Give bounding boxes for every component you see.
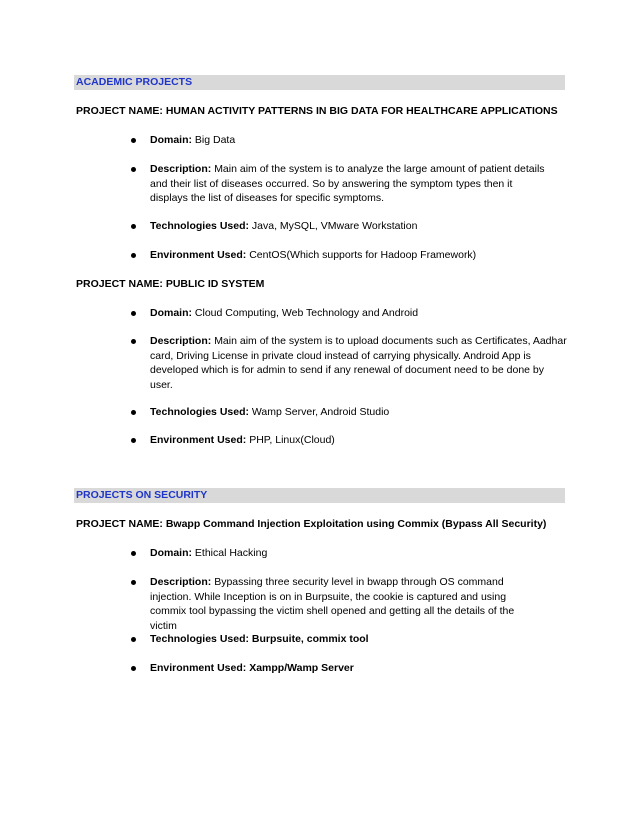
project-1-environment — [128, 248, 568, 263]
technologies-value: Burpsuite, commix tool — [251, 633, 369, 645]
technologies-label: Technologies Used: — [150, 633, 252, 645]
list-item — [128, 632, 568, 647]
technologies-label: Technologies Used: — [150, 220, 252, 232]
list-item — [128, 306, 568, 321]
list-item — [128, 433, 568, 448]
bullet-icon — [131, 339, 136, 344]
section-heading-text: ACADEMIC PROJECTS — [76, 76, 193, 88]
list-item — [128, 248, 568, 263]
project-2-domain — [128, 306, 568, 321]
list-item — [128, 575, 540, 633]
list-item — [128, 334, 568, 392]
environment-value: Xampp/Wamp Server — [249, 662, 354, 674]
technologies-value: Java, MySQL, VMware Workstation — [251, 220, 418, 232]
section-heading-projects-on-security — [74, 488, 565, 503]
description-value: Main aim of the system is to analyze the large amount of patient details and their list of diseases occurred. So by answering the symptom types then it displays the list of diseases for specific symptoms. — [150, 163, 545, 204]
description-label: Description: — [150, 163, 215, 175]
bullet-icon — [131, 666, 136, 671]
domain-label: Domain: — [150, 307, 195, 319]
bullet-icon — [131, 410, 136, 415]
project-1-description — [128, 162, 546, 206]
bullet-icon — [131, 637, 136, 642]
list-item — [128, 162, 546, 206]
technologies-value: Wamp Server, Android Studio — [251, 406, 390, 418]
bullet-icon — [131, 167, 136, 172]
list-item — [128, 546, 568, 561]
project-3-description — [128, 575, 540, 633]
bullet-icon — [131, 551, 136, 556]
project-3-technologies — [128, 632, 568, 647]
project-1-technologies — [128, 219, 568, 234]
description-value: Bypassing three security level in bwapp through OS command injection. While Inception is on in Burpsuite, the cookie is captured and using commix tool bypassing the victim shell opened and getting all the details of the victim — [150, 576, 515, 632]
description-value: Main aim of the system is to upload documents such as Certificates, Aadhar card, Driving License in private cloud instead of carrying physically. Android App is developed which is for admin to send if any renewal of document need to be done by user. — [150, 335, 567, 391]
list-item — [128, 133, 568, 148]
project-3-domain — [128, 546, 568, 561]
project-1-details — [128, 133, 568, 148]
bullet-icon — [131, 224, 136, 229]
bullet-icon — [131, 438, 136, 443]
section-heading-academic-projects — [74, 75, 565, 90]
bullet-icon — [131, 253, 136, 258]
project-2-description — [128, 334, 568, 392]
project-title: PROJECT NAME: HUMAN ACTIVITY PATTERNS IN BIG DATA FOR HEALTHCARE APPLICATIONS — [76, 105, 558, 117]
project-2-technologies — [128, 405, 568, 420]
list-item — [128, 405, 568, 420]
project-title: PROJECT NAME: Bwapp Command Injection Exploitation using Commix (Bypass All Security) — [76, 518, 547, 530]
environment-label: Environment Used: — [150, 662, 250, 674]
environment-value: PHP, Linux(Cloud) — [249, 434, 335, 446]
domain-label: Domain: — [150, 547, 195, 559]
domain-value: Cloud Computing, Web Technology and Android — [194, 307, 419, 319]
domain-value: Big Data — [194, 134, 236, 146]
project-3-environment — [128, 661, 568, 676]
bullet-icon — [131, 138, 136, 143]
description-label: Description: — [150, 335, 215, 347]
environment-label: Environment Used: — [150, 434, 250, 446]
environment-label: Environment Used: — [150, 249, 250, 261]
project-2-environment — [128, 433, 568, 448]
section-heading-text: PROJECTS ON SECURITY — [76, 489, 208, 501]
list-item — [128, 661, 568, 676]
description-label: Description: — [150, 576, 215, 588]
environment-value: CentOS(Which supports for Hadoop Framework) — [249, 249, 477, 261]
bullet-icon — [131, 580, 136, 585]
technologies-label: Technologies Used: — [150, 406, 252, 418]
domain-label: Domain: — [150, 134, 195, 146]
list-item — [128, 219, 568, 234]
domain-value: Ethical Hacking — [194, 547, 268, 559]
bullet-icon — [131, 311, 136, 316]
project-title: PROJECT NAME: PUBLIC ID SYSTEM — [76, 278, 265, 290]
